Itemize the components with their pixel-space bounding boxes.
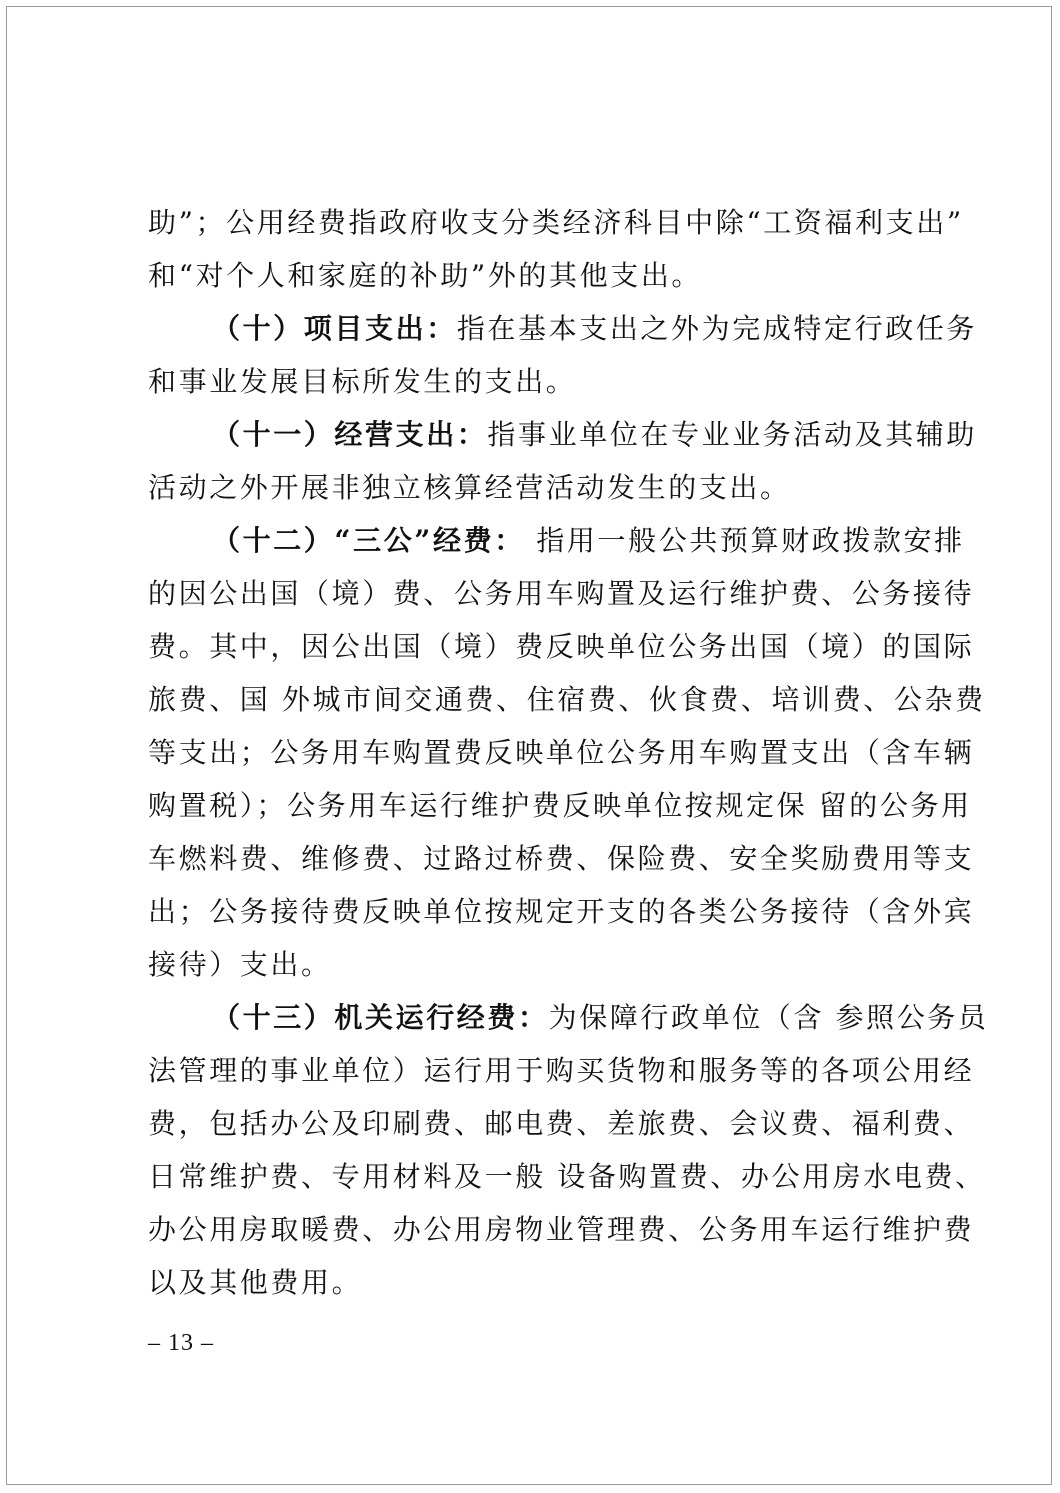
text-line (148, 779, 972, 832)
line-text: 费。其中，因公出国（境）费反映单位公务出国（境）的国际 (148, 630, 975, 663)
section-heading: （十一）经营支出： (212, 418, 488, 451)
line-text: 助”；公用经费指政府收支分类经济科目中除“工资福利支出” (148, 206, 964, 239)
text-line (148, 885, 975, 938)
text-line (148, 620, 975, 673)
text-line (148, 673, 986, 726)
line-text: 活动之外开展非独立核算经营活动发生的支出。 (148, 471, 791, 504)
text-line (148, 196, 964, 249)
document-body (148, 196, 989, 1309)
line-text: 费，包括办公及印刷费、邮电费、差旅费、会议费、福利费、 (148, 1107, 975, 1140)
line-text: 指事业单位在专业业务活动及其辅助 (487, 418, 978, 451)
line-text: 以及其他费用。 (148, 1266, 363, 1299)
text-line (148, 1203, 975, 1256)
line-text: 出；公务接待费反映单位按规定开支的各类公务接待（含外宾 (148, 895, 975, 928)
text-line (148, 726, 975, 779)
line-text: 指在基本支出之外为完成特定行政任务 (456, 312, 978, 345)
line-text: 和事业发展目标所发生的支出。 (148, 365, 577, 398)
line-text: 的因公出国（境）费、公务用车购置及运行维护费、公务接待 (148, 577, 975, 610)
line-text: 为保障行政单位（含 参照公务员 (548, 1001, 989, 1034)
section-heading-line (148, 514, 965, 567)
section-heading-line (148, 991, 989, 1044)
section-heading-line (148, 408, 978, 461)
line-text: 购置税）；公务用车运行维护费反映单位按规定保 留的公务用 (148, 789, 972, 822)
line-text: 指用一般公共预算财政拨款安排 (524, 524, 965, 557)
line-text: 日常维护费、专用材料及一般 设备购置费、办公用房水电费、 (148, 1160, 986, 1193)
section-heading: （十）项目支出： (212, 312, 457, 345)
text-line (148, 832, 975, 885)
line-text: 车燃料费、维修费、过路过桥费、保险费、安全奖励费用等支 (148, 842, 975, 875)
line-text: 旅费、国 外城市间交通费、住宿费、伙食费、培训费、公杂费 (148, 683, 986, 716)
line-text: 办公用房取暖费、办公用房物业管理费、公务用车运行维护费 (148, 1213, 975, 1246)
section-heading: （十二）“三公”经费： (212, 524, 525, 557)
text-line (148, 461, 916, 514)
text-line (148, 938, 916, 991)
text-line (148, 355, 916, 408)
text-line (148, 1150, 986, 1203)
line-text: 法管理的事业单位）运行用于购买货物和服务等的各项公用经 (148, 1054, 975, 1087)
line-text: 接待）支出。 (148, 948, 332, 981)
line-text: 等支出；公务用车购置费反映单位公务用车购置支出（含车辆 (148, 736, 975, 769)
text-line (148, 567, 975, 620)
text-line (148, 249, 916, 302)
section-heading-line (148, 302, 978, 355)
text-line (148, 1097, 975, 1150)
line-text: 和“对个人和家庭的补助”外的其他支出。 (148, 259, 703, 292)
section-heading: （十三）机关运行经费： (212, 1001, 549, 1034)
page-number: – 13 – (148, 1330, 214, 1356)
text-line (148, 1256, 916, 1309)
text-line (148, 1044, 975, 1097)
